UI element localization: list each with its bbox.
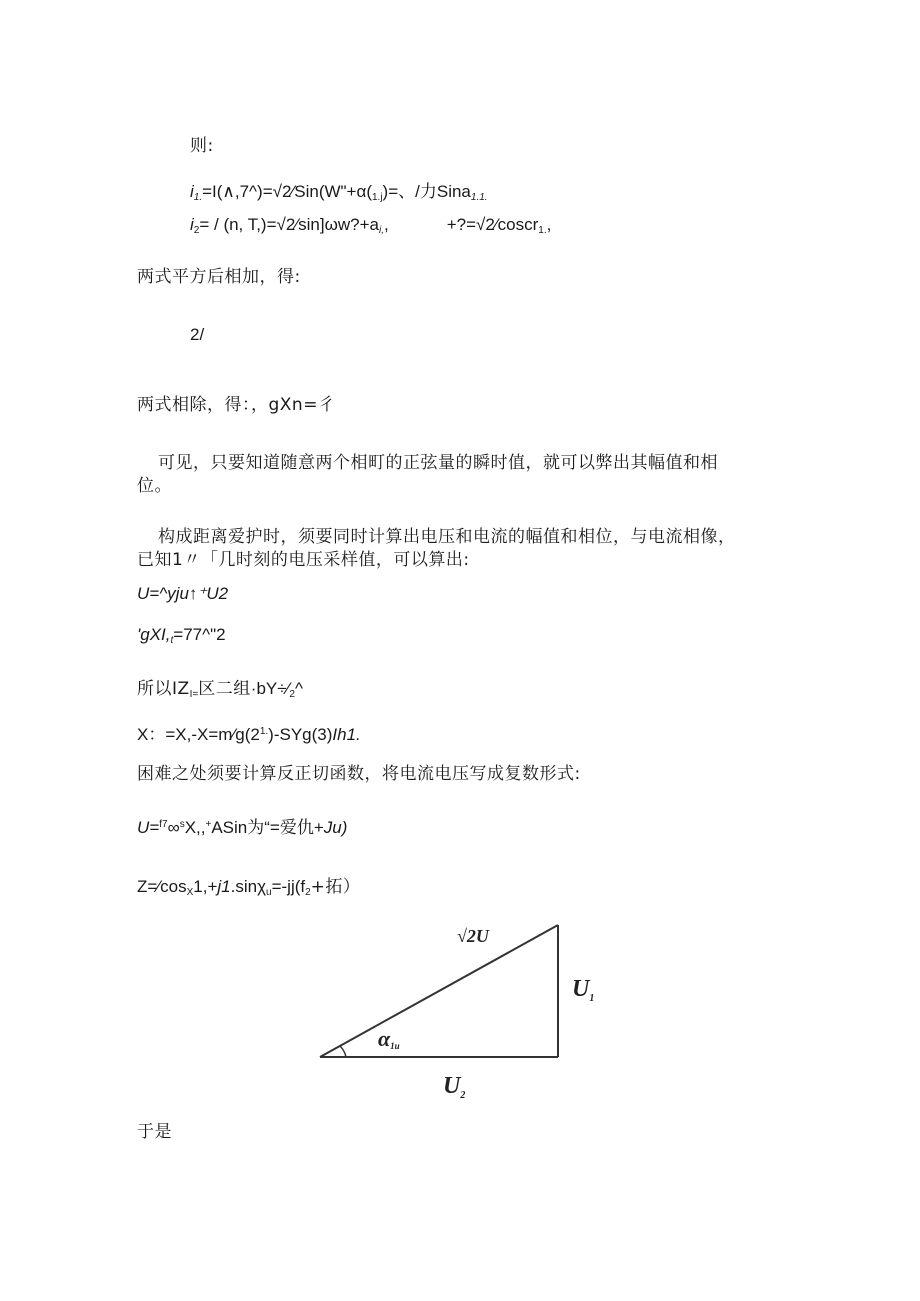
eq-i2-body: = / (n, T,)=√2⁄sin]ωw?+a — [199, 215, 379, 234]
text-line-therefore: 于是 — [137, 1122, 172, 1142]
angle-label-sub: 1u — [390, 1041, 400, 1051]
equation-i1 — [190, 181, 488, 209]
equation-2: 2/ — [190, 325, 205, 344]
text-line-sum: 两式平方后相加，得: — [137, 267, 301, 287]
eq-z-body2: ·bY÷⁄ — [250, 679, 290, 698]
paragraph-1-line-2: 位。 — [137, 476, 172, 496]
eq-cu-var: U= — [137, 818, 160, 837]
triangle-hypotenuse — [320, 925, 558, 1057]
equation-complex-z — [137, 876, 360, 904]
eq-cz-j1: j1 — [217, 877, 231, 896]
eq-i1-sub2: 1.j — [371, 192, 383, 203]
equation-i2 — [190, 214, 551, 242]
eq-cz-sub: X — [186, 887, 194, 898]
eq-cu-body: ∞ — [167, 818, 180, 837]
eq-cz-body: Z=⁄cos — [137, 877, 187, 896]
equation-tg — [137, 624, 226, 652]
eq-i2-end: , — [546, 215, 552, 234]
u2-label-sub: 2 — [460, 1090, 466, 1101]
eq-tg-body: =77^"2 — [173, 625, 226, 644]
eq-z-prefix: 所以IZ — [137, 679, 190, 699]
eq-cz-sub2: u — [266, 887, 272, 898]
text-line-divide: 两式相除，得：，gXn=彳 — [137, 395, 336, 415]
angle-arc — [340, 1046, 346, 1057]
eq-z-end: ^ — [294, 679, 303, 698]
eq-cz-end: +拓） — [310, 877, 361, 897]
eq-i2-sub: 2 — [193, 225, 200, 236]
u1-label — [572, 976, 594, 1004]
paragraph-2-line-2: 已知1〃「几时刻的电压采样值，可以算出: — [137, 550, 470, 570]
eq-tg-sub: t — [170, 635, 174, 646]
u2-label-main: U — [443, 1073, 461, 1099]
eq-cu-end: Ju) — [323, 818, 348, 837]
text-line-1: 则: — [190, 136, 214, 156]
eq-cu-body2: X,, — [184, 818, 206, 837]
eq-z-sub2: 2 — [289, 689, 295, 700]
eq-i1-sub3: 1.1. — [470, 192, 488, 203]
u1-label-sub: 1 — [589, 993, 595, 1004]
angle-label-main: α — [378, 1026, 391, 1051]
paragraph-2-line-1: 构成距离爱护时，须要同时计算出电压和电流的幅值和相位，与电流相像， — [158, 527, 736, 547]
eq-i1-body: =I(∧,7^)=√2⁄Sin(W"+α( — [202, 182, 372, 201]
angle-label — [378, 1026, 400, 1051]
eq-x-sup: 1. — [259, 726, 269, 737]
text-line-difficulty: 困难之处须要计算反正切函数，将电流电压写成复数形式: — [137, 764, 581, 784]
eq-i2-body2: +?=√2⁄coscr — [446, 215, 539, 234]
eq-z-sub: I= — [189, 689, 199, 700]
eq-cu-sup3: + — [205, 819, 212, 830]
eq-i1-body2: )=、/力Sina — [382, 182, 471, 201]
equation-complex-u — [137, 814, 347, 839]
eq-x-body: X：=X,-X=m⁄g(2 — [137, 725, 260, 744]
equation-u: U=^yju↑⁺U2 — [137, 584, 229, 603]
paragraph-1-line-1: 可见，只要知道随意两个相町的正弦量的瞬时值，就可以弊出其幅值和相 — [158, 453, 718, 473]
hypotenuse-label: √2U — [457, 926, 489, 946]
eq-cu-body3: ASin为“=爱仇+ — [211, 818, 324, 837]
eq-cz-body2: 1,+ — [193, 877, 218, 896]
eq-i1-sub: 1. — [193, 192, 203, 203]
eq-i2-comma: , — [383, 215, 389, 234]
triangle-diagram — [300, 910, 620, 1110]
eq-x-body2: )-SYg(3) — [268, 725, 333, 744]
equation-x — [137, 721, 361, 746]
eq-cu-sup: f7 — [159, 819, 168, 830]
eq-cz-body4: =-jj(f — [271, 877, 306, 896]
eq-cz-sub3: 2 — [305, 887, 311, 898]
eq-z-body: 区二组 — [198, 679, 251, 699]
eq-tg-var: 'gXI, — [137, 625, 171, 644]
eq-cu-sup2: s — [179, 819, 185, 830]
equation-z — [137, 678, 303, 706]
eq-i2-sub2: i, — [378, 225, 384, 236]
eq-x-end: Ih1. — [332, 725, 361, 744]
eq-i2-var: i — [190, 215, 194, 234]
u2-label — [443, 1073, 465, 1101]
eq-i2-sub3: 1. — [538, 225, 547, 236]
u1-label-main: U — [572, 976, 590, 1002]
eq-cz-body3: .sinχ — [230, 877, 267, 896]
eq-i1-var: i — [190, 182, 194, 201]
